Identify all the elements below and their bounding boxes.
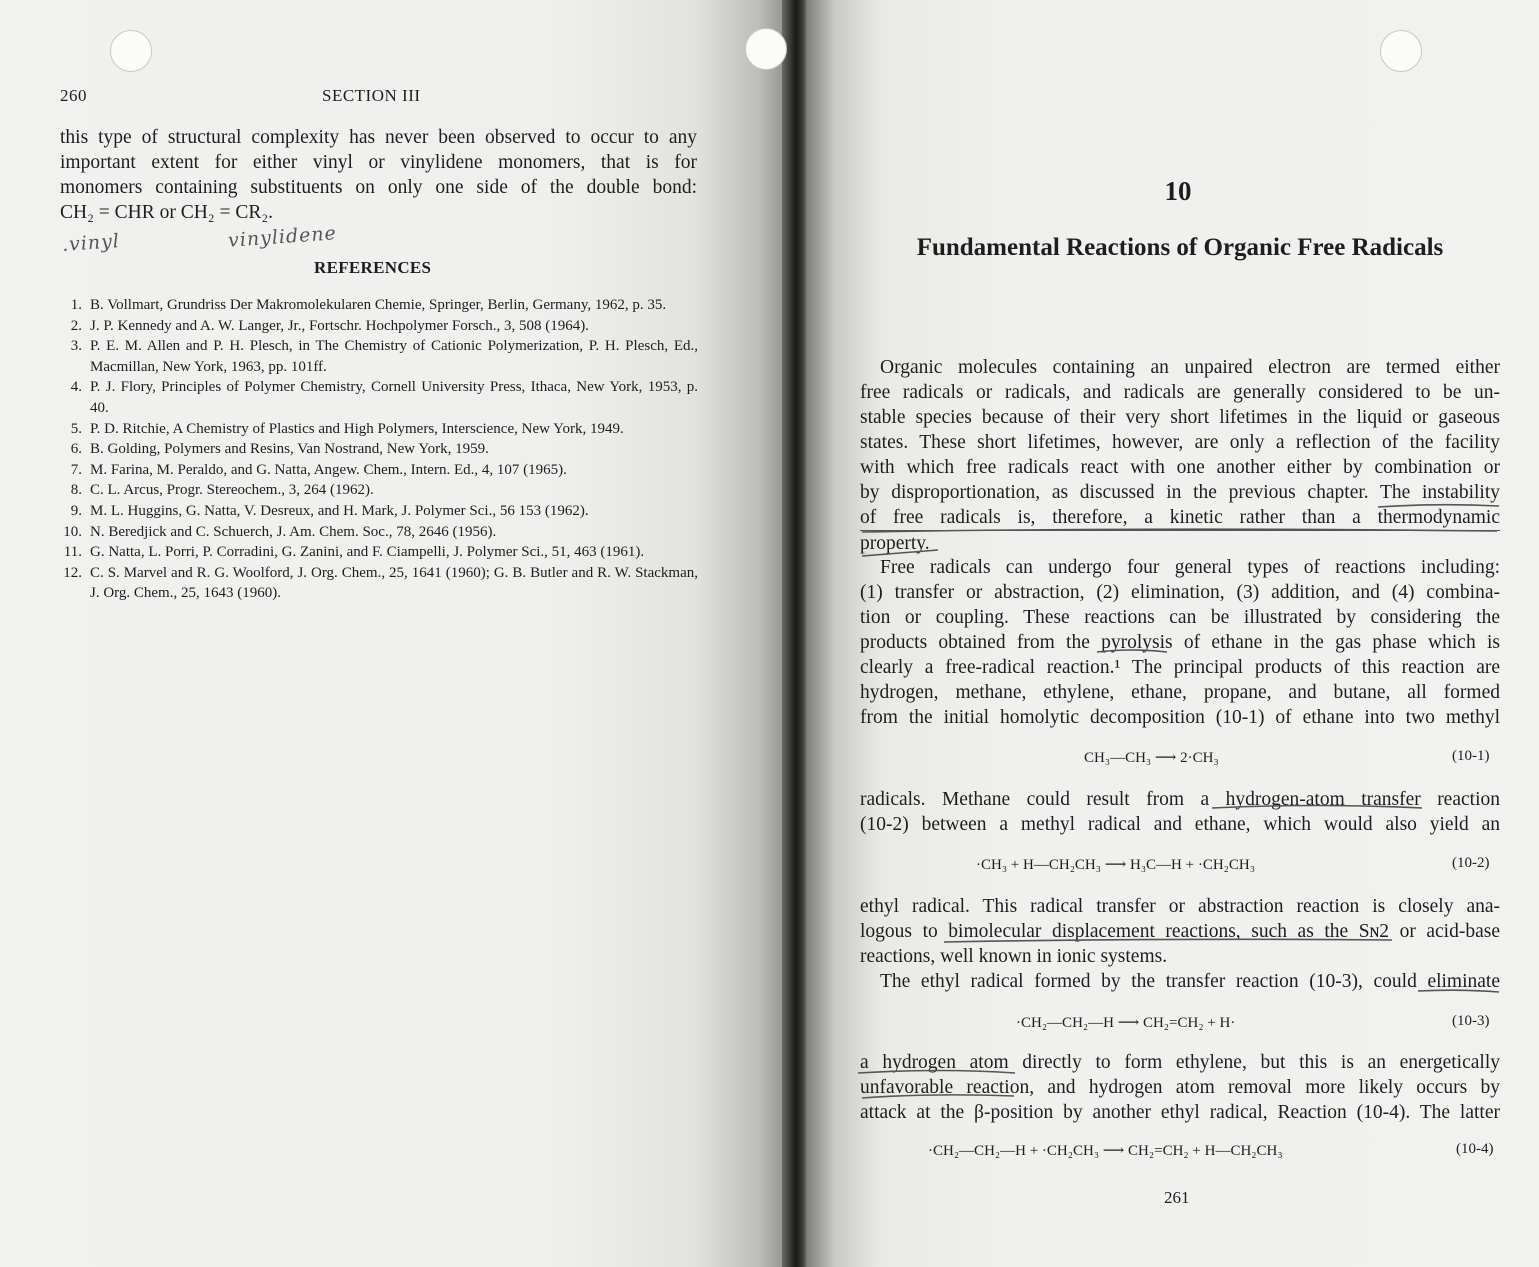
text-line: hydrogen, methane, ethylene, ethane, propane, and butane, all formed [860, 682, 1500, 703]
reference-number: 3. [70, 338, 82, 355]
reference-text: P. D. Ritchie, A Chemistry of Plastics and High Polymers, Interscience, New York, 1949. [90, 420, 624, 437]
text-line: stable species because of their very short lifetimes in the liquid or gaseous [860, 407, 1500, 428]
text-line: a hydrogen atom directly to form ethylene, but this is an energetically [860, 1052, 1500, 1073]
reference-number: 2. [70, 317, 82, 334]
reference-number: 8. [70, 482, 82, 499]
reference-number: 12. [63, 564, 82, 581]
right-page-number: 261 [1164, 1188, 1190, 1207]
pencil-underline [1212, 806, 1422, 809]
pencil-underline [862, 550, 938, 556]
equation-10-2: ·CH₃ + H—CH₂CH₃ ⟶ H₃C—H + ·CH₂CH₃ [976, 857, 1255, 873]
left-page-number: 260 [60, 86, 87, 105]
text-line: radicals. Methane could result from a hydrogen-atom transfer reaction [860, 789, 1500, 810]
text-line: free radicals or radicals, and radicals are generally considered to be un- [860, 382, 1500, 403]
reference-text: C. L. Arcus, Progr. Stereochem., 3, 264 (1962). [90, 482, 374, 499]
pencil-underline [862, 1095, 1014, 1098]
text-line: attack at the β-position by another ethyl radical, Reaction (10-4). The latter [860, 1102, 1500, 1123]
equation-number: (10-4) [1456, 1141, 1494, 1157]
reference-text: C. S. Marvel and R. G. Woolford, J. Org. Chem., 25, 1641 (1960); G. B. Butler and R. W. Stackman, J. Org. Chem., 25, 1643 (1960). [90, 564, 698, 602]
reference-text: M. L. Huggins, G. Natta, V. Desreux, and H. Mark, J. Polymer Sci., 56 153 (1962). [90, 502, 589, 519]
text-line: The ethyl radical formed by the transfer reaction (10-3), could eliminate [880, 971, 1500, 992]
pencil-underline [858, 1071, 1015, 1074]
reference-text: P. E. M. Allen and P. H. Plesch, in The Chemistry of Cationic Polymerization, P. H. Plesch, Ed., Macmillan, New York, 1963, pp. 101ff. [90, 338, 698, 375]
text-line: by disproportionation, as discussed in the previous chapter. The instability [860, 482, 1500, 503]
pencil-underline [944, 939, 1392, 942]
pencil-underline [1378, 505, 1499, 507]
pencil-underline [1418, 990, 1499, 992]
reference-text: G. Natta, L. Porri, P. Corradini, G. Zanini, and F. Ciampelli, J. Polymer Sci., 51, 463 (1961). [90, 544, 645, 561]
reference-text: B. Vollmart, Grundriss Der Makromolekularen Chemie, Springer, Berlin, Germany, 1962, p. 35. [90, 297, 667, 313]
equation-number: (10-2) [1452, 855, 1490, 871]
text-line: products obtained from the pyrolysis of ethane in the gas phase which is [860, 632, 1500, 653]
text-line: property. [860, 533, 930, 554]
reference-number: 11. [63, 544, 82, 561]
text-line: CH₂ = CHR or CH₂ = CR₂. [60, 202, 274, 223]
reference-number: 10. [63, 523, 82, 540]
equation-10-3: ·CH₂—CH₂—H ⟶ CH₂=CH₂ + H· [1016, 1015, 1236, 1031]
text-line: (10-2) between a methyl radical and ethane, which would also yield an [860, 814, 1500, 835]
reference-text: J. P. Kennedy and A. W. Langer, Jr., Fortschr. Hochpolymer Forsch., 3, 508 (1964). [90, 317, 589, 334]
reference-text: N. Beredjick and C. Schuerch, J. Am. Chem. Soc., 78, 2646 (1956). [90, 523, 497, 540]
text-line: states. These short lifetimes, however, are only a reflection of the facility [860, 432, 1500, 453]
text-line: (1) transfer or abstraction, (2) elimination, (3) addition, and (4) combina- [860, 582, 1500, 603]
text-line: logous to bimolecular displacement reactions, such as the Sɴ2 or acid-base [860, 921, 1500, 942]
text-line-underlined: of free radicals is, therefore, a kinetic rather than a thermodynamic [860, 505, 1500, 531]
text-line: reactions, well known in ionic systems. [860, 946, 1168, 967]
text-line: Free radicals can undergo four general types of reactions including: [880, 557, 1500, 578]
equation-number: (10-3) [1452, 1013, 1490, 1029]
reference-number: 1. [70, 297, 82, 313]
text-line: with which free radicals react with one another either by combination or [860, 457, 1500, 478]
pencil-underline [862, 529, 1497, 532]
reference-number: 5. [70, 420, 82, 437]
reference-text: M. Farina, M. Peraldo, and G. Natta, Angew. Chem., Intern. Ed., 4, 107 (1965). [90, 461, 567, 478]
text-line: monomers containing substituents on only one side of the double bond: [60, 177, 697, 198]
text-line: clearly a free-radical reaction.¹ The principal products of this reaction are [860, 657, 1500, 678]
equation-10-1: CH₃—CH₃ ⟶ 2·CH₃ [1084, 750, 1219, 766]
equation-number: (10-1) [1452, 748, 1490, 764]
reference-text: P. J. Flory, Principles of Polymer Chemistry, Cornell University Press, Ithaca, New York, 1953, p. 40. [90, 379, 698, 416]
reference-text: B. Golding, Polymers and Resins, Van Nostrand, New York, 1959. [90, 441, 489, 458]
text-line: Organic molecules containing an unpaired electron are termed either [880, 357, 1500, 378]
text-line: this type of structural complexity has never been observed to occur to any [60, 127, 697, 148]
handwritten-note-vinylidene: vinylidene [227, 222, 338, 252]
text-line: tion or coupling. These reactions can be illustrated by considering the [860, 607, 1500, 628]
reference-number: 7. [70, 461, 82, 478]
references-heading: REFERENCES [314, 258, 432, 277]
text-line: ethyl radical. This radical transfer or abstraction reaction is closely ana- [860, 896, 1500, 917]
chapter-title: Fundamental Reactions of Organic Free Radicals [916, 234, 1444, 261]
reference-number: 6. [70, 441, 82, 458]
text-line: important extent for either vinyl or vinylidene monomers, that is for [60, 152, 697, 173]
text-line: from the initial homolytic decomposition (10-1) of ethane into two methyl [860, 707, 1500, 728]
reference-number: 4. [70, 379, 82, 396]
handwritten-note-vinyl: .vinyl [61, 230, 121, 256]
chapter-number: 10 [1164, 176, 1192, 206]
equation-10-4: ·CH₂—CH₂—H + ·CH₂CH₃ ⟶ CH₂=CH₂ + H—CH₂CH₃ [928, 1143, 1283, 1159]
pencil-underline [1097, 650, 1167, 652]
text-line: unfavorable reaction, and hydrogen atom removal more likely occurs by [860, 1077, 1500, 1098]
section-header: SECTION III [322, 86, 421, 105]
reference-number: 9. [70, 502, 82, 519]
